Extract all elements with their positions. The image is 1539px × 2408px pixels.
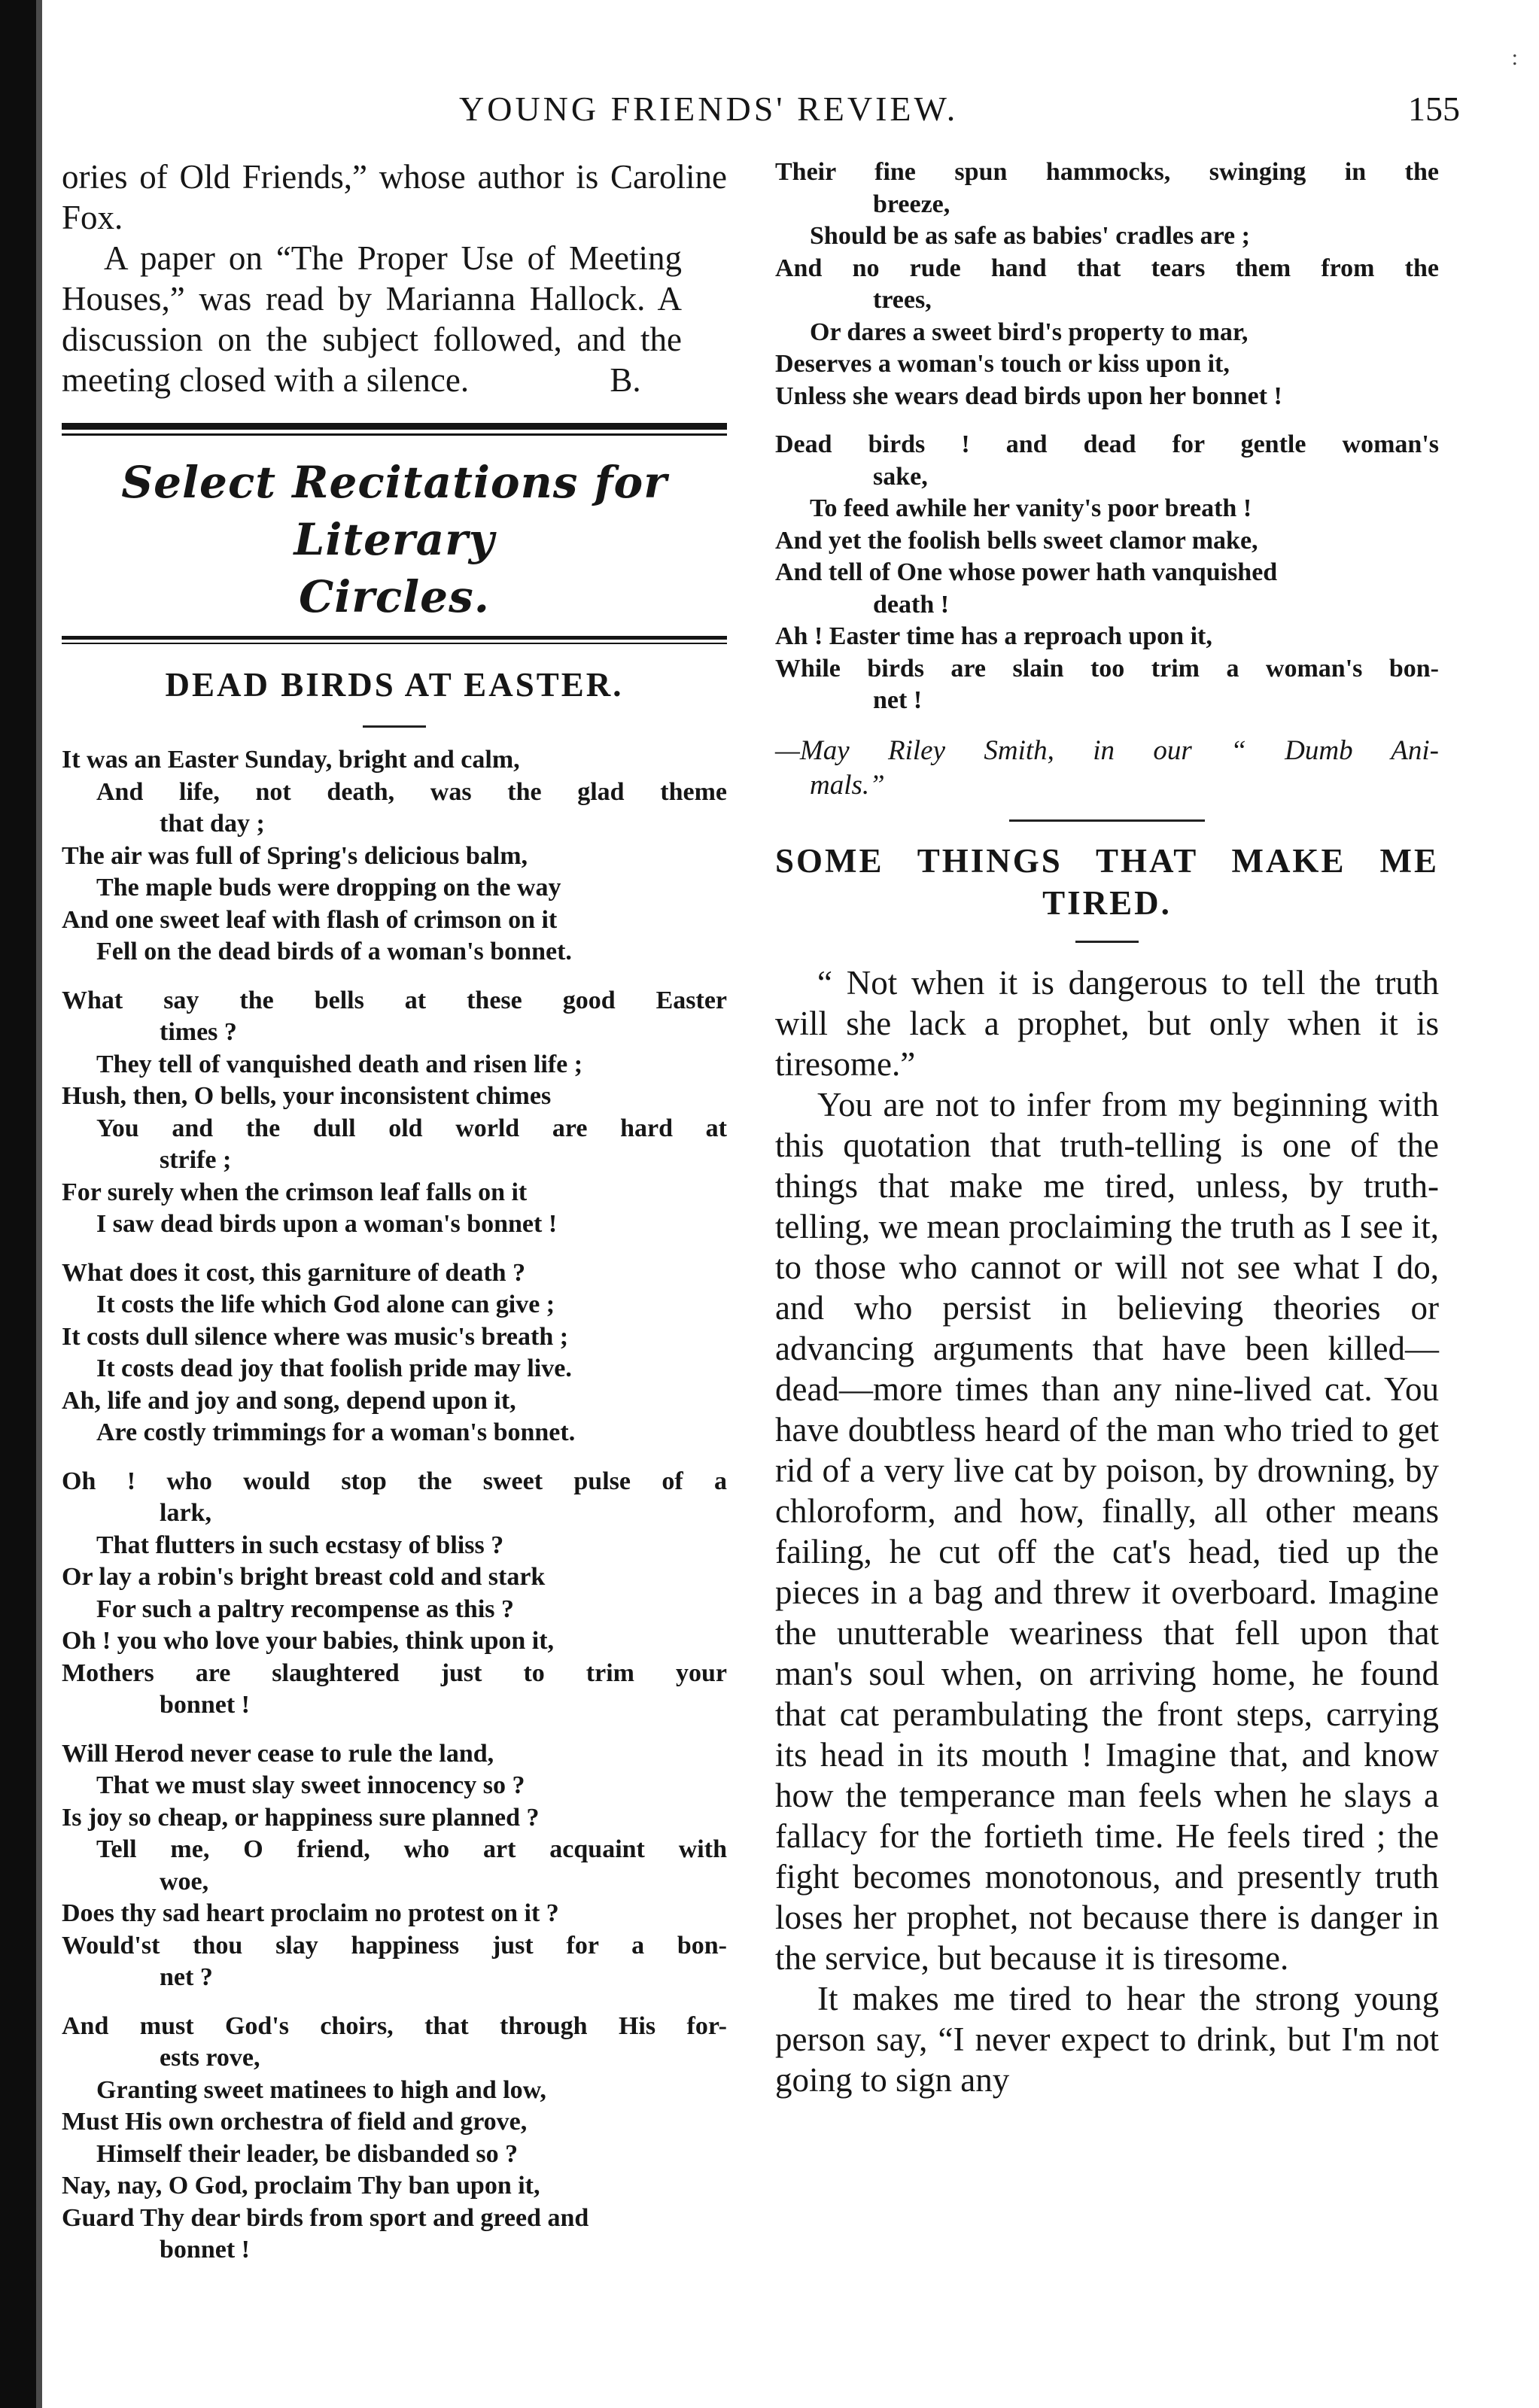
poem-line: It costs dead joy that foolish pride may live. bbox=[96, 1354, 572, 1382]
poem-line: net ! bbox=[873, 686, 923, 714]
poem-line: Their fine spun hammocks, swinging in the bbox=[775, 158, 1439, 186]
poem-line: It costs the life which God alone can give ; bbox=[96, 1291, 555, 1318]
poem-line: What does it cost, this garniture of death ? bbox=[62, 1258, 526, 1287]
poem-left bbox=[62, 744, 727, 2267]
poem-line: woe, bbox=[160, 1867, 209, 1896]
poem-line: And life, not death, was the glad theme bbox=[96, 777, 727, 806]
poem-line: Is joy so cheap, or happiness sure planned ? bbox=[62, 1803, 540, 1832]
stanza-3 bbox=[62, 1257, 727, 1449]
stanza-6 bbox=[62, 2011, 727, 2267]
poem-line: They tell of vanquished death and risen life ; bbox=[96, 1050, 583, 1078]
poem-attribution bbox=[775, 734, 1439, 803]
book-spine-edge bbox=[36, 0, 42, 2408]
poem-line: The maple buds were dropping on the way bbox=[96, 874, 561, 901]
signature: B. bbox=[610, 361, 641, 399]
poem-line: bonnet ! bbox=[160, 1691, 250, 1719]
stanza-5 bbox=[62, 1738, 727, 1994]
poem-line: While birds are slain too trim a woman's bon- bbox=[775, 654, 1439, 683]
poem-line: Granting sweet matinees to high and low, bbox=[96, 2075, 546, 2104]
stanza-4 bbox=[62, 1466, 727, 1722]
poem-line: Does thy sad heart proclaim no protest on it ? bbox=[62, 1899, 559, 1927]
article-title-rule bbox=[1075, 941, 1139, 943]
poem-line: And tell of One whose power hath vanquished bbox=[775, 558, 1278, 586]
section-heading bbox=[62, 454, 727, 625]
section-heading-line-2: Circles. bbox=[299, 571, 490, 622]
article-divider bbox=[1009, 819, 1205, 822]
article-paragraph-2: You are not to infer from my beginning with this quotation that truth-telling is one of the things that make me tired, unless, by truth-telling, we mean proclaiming the truth as I see it, to those who cannot or will not see what I do, and who persist in believing theories or advancing arguments that have been killed—dead—more times than any nine-lived cat. You have doubtless heard of the man who tried to get rid of a very live cat by poison, by drowning, by chloroform, and how, finally, all other means failing, he cut off the cat's head, tied up the pieces in a bag and threw it overboard. Imagine the unutterable weariness that fell upon that man's soul when, on arriving home, he found that cat perambulating the front steps, carrying its head in its mouth ! Imagine that, and know how the temperance man feels when he slays a fallacy for the fortieth time. He feels tired ; the fight becomes monotonous, and presently truth loses her prophet, not because there is danger in the service, but because it is tiresome. bbox=[775, 1085, 1439, 1977]
poem-line: that day ; bbox=[160, 810, 265, 838]
book-spine-shadow bbox=[0, 0, 36, 2408]
attribution-line-2: mals.” bbox=[810, 769, 885, 801]
poem-line: sake, bbox=[873, 462, 928, 491]
intro-paragraph-1: ories of Old Friends,” whose author is Caroline Fox. bbox=[62, 158, 727, 236]
poem-line: Dead birds ! and dead for gentle woman's bbox=[775, 430, 1439, 458]
intro-paragraph-2: A paper on “The Proper Use of Meeting Houses,” was read by Marianna Hallock. A discussion on the subject followed, and the meeting closed with a silence. B. bbox=[62, 239, 682, 399]
page-number: 155 bbox=[1408, 90, 1460, 128]
article-title: SOME THINGS THAT MAKE ME TIRED. bbox=[775, 841, 1439, 922]
poem-line: The air was full of Spring's delicious balm, bbox=[62, 841, 528, 870]
poem-title-rule bbox=[363, 725, 426, 728]
poem-line: Guard Thy dear birds from sport and greed and bbox=[62, 2203, 589, 2232]
poem-line: Mothers are slaughtered just to trim your bbox=[62, 1659, 727, 1687]
article-body bbox=[775, 962, 1439, 2100]
poem-line: Oh ! you who love your babies, think upon it, bbox=[62, 1627, 555, 1655]
poem-line: And yet the foolish bells sweet clamor make, bbox=[775, 526, 1258, 555]
poem-line: And no rude hand that tears them from the bbox=[775, 254, 1439, 282]
poem-right bbox=[775, 157, 1439, 717]
poem-line: Ah ! Easter time has a reproach upon it, bbox=[775, 622, 1212, 650]
poem-line: Will Herod never cease to rule the land, bbox=[62, 1739, 494, 1768]
stanza-7 bbox=[775, 157, 1439, 412]
poem-line: trees, bbox=[873, 286, 932, 314]
poem-line: To feed awhile her vanity's poor breath ! bbox=[810, 494, 1252, 522]
stanza-1 bbox=[62, 744, 727, 968]
poem-line: Or dares a sweet bird's property to mar, bbox=[810, 318, 1249, 346]
poem-line: Oh ! who would stop the sweet pulse of a bbox=[62, 1467, 727, 1495]
stanza-8 bbox=[775, 429, 1439, 717]
poem-line: breeze, bbox=[873, 190, 950, 218]
poem-line: net ? bbox=[160, 1963, 213, 1991]
poem-line: Himself their leader, be disbanded so ? bbox=[96, 2139, 519, 2168]
poem-line: It was an Easter Sunday, bright and calm, bbox=[62, 746, 520, 774]
poem-line: For such a paltry recompense as this ? bbox=[96, 1595, 515, 1623]
poem-line: And one sweet leaf with flash of crimson on it bbox=[62, 905, 558, 934]
poem-line: strife ; bbox=[160, 1146, 232, 1174]
running-title: YOUNG FRIENDS' REVIEW. bbox=[459, 90, 959, 128]
poem-line: What say the bells at these good Easter bbox=[62, 986, 727, 1014]
poem-line: Or lay a robin's bright breast cold and stark bbox=[62, 1563, 546, 1591]
poem-line: lark, bbox=[160, 1499, 211, 1527]
intro-text bbox=[62, 157, 727, 400]
poem-line: Unless she wears dead birds upon her bonnet ! bbox=[775, 382, 1282, 410]
section-heading-line-1: Select Recitations for Literary bbox=[121, 457, 668, 565]
poem-line: bonnet ! bbox=[160, 2236, 250, 2264]
poem-line: Nay, nay, O God, proclaim Thy ban upon it, bbox=[62, 2172, 540, 2200]
poem-line: For surely when the crimson leaf falls on it bbox=[62, 1178, 528, 1206]
poem-line: Deserves a woman's touch or kiss upon it, bbox=[775, 350, 1230, 378]
poem-line: It costs dull silence where was music's breath ; bbox=[62, 1322, 569, 1351]
poem-line: Tell me, O friend, who art acquaint with bbox=[96, 1835, 727, 1863]
stanza-2 bbox=[62, 985, 727, 1241]
poem-line: Are costly trimmings for a woman's bonnet. bbox=[96, 1418, 576, 1446]
left-column bbox=[62, 157, 727, 2283]
page-header bbox=[68, 89, 1468, 141]
poem-line: That we must slay sweet innocency so ? bbox=[96, 1771, 525, 1799]
corner-mark: : bbox=[1511, 45, 1518, 70]
poem-line: ests rove, bbox=[160, 2044, 260, 2072]
poem-line: And must God's choirs, that through His for- bbox=[62, 2011, 727, 2040]
poem-line: Fell on the dead birds of a woman's bonnet. bbox=[96, 938, 572, 965]
poem-line: Hush, then, O bells, your inconsistent chimes bbox=[62, 1082, 552, 1110]
heading-divider bbox=[62, 636, 727, 644]
poem-title: DEAD BIRDS AT EASTER. bbox=[165, 666, 624, 704]
attribution-line-1: —May Riley Smith, in our “ Dumb Ani- bbox=[775, 734, 1439, 766]
poem-line: You and the dull old world are hard at bbox=[96, 1114, 727, 1142]
article-paragraph-3: It makes me tired to hear the strong young person say, “I never expect to drink, but I'm not going to sign any bbox=[775, 1979, 1439, 2099]
poem-line: Ah, life and joy and song, depend upon it, bbox=[62, 1386, 516, 1415]
poem-line: Must His own orchestra of field and grove, bbox=[62, 2108, 528, 2136]
article-paragraph-1: “ Not when it is dangerous to tell the truth will she lack a prophet, but only when it is tiresome.” bbox=[775, 963, 1439, 1083]
poem-line: That flutters in such ecstasy of bliss ? bbox=[96, 1531, 504, 1559]
right-column bbox=[775, 157, 1439, 2100]
section-divider bbox=[62, 423, 727, 436]
poem-line: Should be as safe as babies' cradles are ; bbox=[810, 222, 1250, 250]
poem-line: times ? bbox=[160, 1018, 237, 1046]
poem-line: I saw dead birds upon a woman's bonnet ! bbox=[96, 1210, 558, 1238]
poem-line: Would'st thou slay happiness just for a bon- bbox=[62, 1931, 727, 1960]
poem-line: death ! bbox=[873, 590, 950, 619]
intro-paragraph-2-row bbox=[62, 238, 727, 400]
